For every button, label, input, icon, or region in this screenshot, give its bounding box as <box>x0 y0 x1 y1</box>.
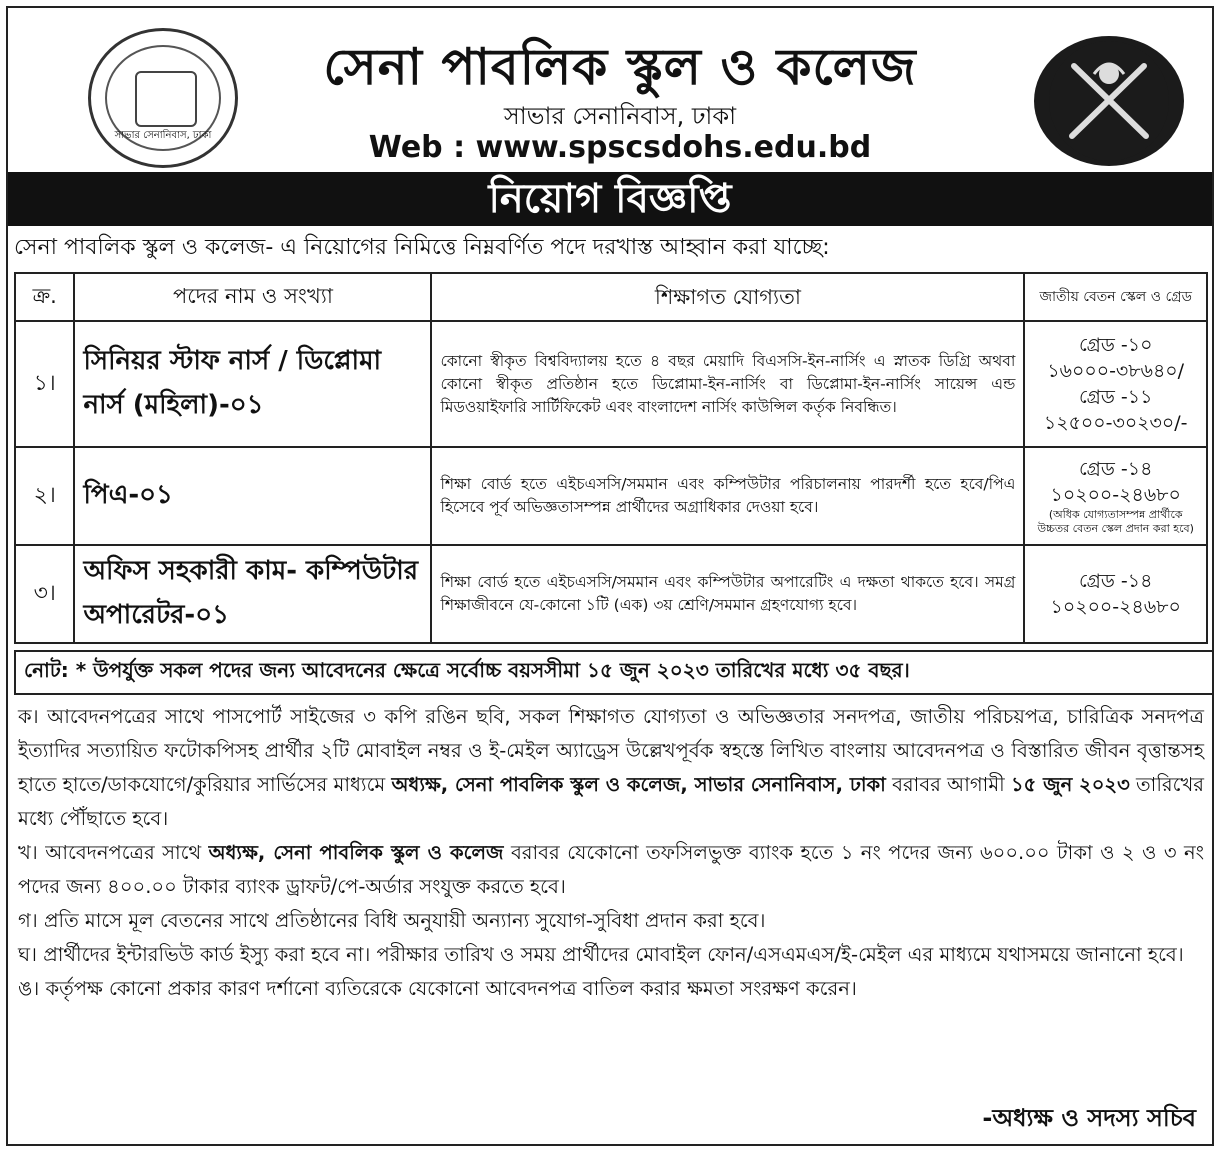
school-location: সাভার সেনানিবাস, ঢাকা <box>503 102 737 130</box>
school-name-title: সেনা পাবলিক স্কুল ও কলেজ <box>323 38 917 96</box>
clause-ka-text-2: বরাবর আগামী <box>885 773 1011 796</box>
row-grade-text: গ্রেড -১৪ ১০২০০-২৪৬৮০ <box>1050 458 1181 506</box>
signature: -অধ্যক্ষ ও সদস্য সচিব <box>982 1104 1196 1132</box>
row-serial: ৩। <box>15 545 74 643</box>
recruitment-notice-banner: নিয়োগ বিজ্ঞপ্তি <box>8 172 1212 226</box>
clause-ka-text: ক। আবেদনপত্রের সাথে পাসপোর্ট সাইজের ৩ কপি রঙিন ছবি, সকল শিক্ষাগত যোগ্যতা ও অভিজ্ঞতার সনদপত্র, জাতীয় পরিচয়পত্র, চারিত্রিক সনদপত্র ইত্যাদির সত্যায়িত ফটোকপিসহ প্রার্থীর ২টি মোবাইল নম্বর ও ই-মেইল অ্যাড্রেস উল্লেখপূর্বক স্বহস্তে লিখিত বাংলায় আবেদনপত্র ও বিস্তারিত জীবন বৃত্তান্তসহ হাতে হাতে/ডাকযোগে/কুরিয়ার সার্ভিসের মাধ্যমে <box>18 705 1204 796</box>
column-header-serial: ক্র. <box>15 273 74 321</box>
clause-kha-text-2: বরাবর যেকোনো তফসিলভুক্ত ব্যাংক হতে ১ নং পদের জন্য ৬০০.০০ টাকা ও ২ ও ৩ নং পদের জন্য ৪০০.০০ টাকার ব্যাংক ড্রাফট/পে-অর্ডার সংযুক্ত করতে হবে। <box>18 841 1204 898</box>
seal-text: সাভার সেনানিবাস, ঢাকা <box>114 130 212 141</box>
school-website[interactable]: Web : www.spscsdohs.edu.bd <box>368 130 872 165</box>
clause-ga: গ। প্রতি মাসে মূল বেতনের সাথে প্রতিষ্ঠানের বিধি অনুযায়ী অন্যান্য সুযোগ-সুবিধা প্রদান করা হবে। <box>18 909 766 932</box>
clause-gha: ঘ। প্রার্থীদের ইন্টারভিউ কার্ড ইস্যু করা হবে না। পরীক্ষার তারিখ ও সময় প্রার্থীদের মোবাইল ফোন/এসএমএস/ই-মেইল এর মাধ্যমে যথাসময়ে জানানো হবে। <box>18 943 1184 966</box>
row-qualification: শিক্ষা বোর্ড হতে এইচএসসি/সমমান এবং কম্পিউটার অপারেটিং এ দক্ষতা থাকতে হবে। সমগ্র শিক্ষাজীবনে যে-কোনো ১টি (এক) ৩য় শ্রেণি/সমমান গ্রহণযোগ্য হবে। <box>431 545 1024 643</box>
row-grade <box>1024 545 1207 643</box>
clause-kha-text: খ। আবেদনপত্রের সাথে <box>18 841 209 864</box>
army-crossed-swords-logo <box>1034 36 1184 166</box>
column-header-qualification: শিক্ষাগত যোগ্যতা <box>431 273 1024 321</box>
intro-text: সেনা পাবলিক স্কুল ও কলেজ- এ নিয়োগের নিমিত্তে নিম্নবর্ণিত পদে দরখাস্ত আহ্বান করা যাচ্ছে: <box>14 235 830 260</box>
row-serial: ২। <box>15 447 74 545</box>
school-seal-logo <box>88 28 238 168</box>
row-serial: ১। <box>15 321 74 447</box>
table-header-row <box>15 273 1207 321</box>
clause-ka-address: অধ্যক্ষ, সেনা পাবলিক স্কুল ও কলেজ, সাভার সেনানিবাস, ঢাকা <box>391 773 886 796</box>
book-icon <box>135 71 197 127</box>
row-grade <box>1024 447 1207 545</box>
row-post-name: অফিস সহকারী কাম- কম্পিউটার অপারেটর-০১ <box>74 545 431 643</box>
instructions-list <box>18 700 1204 1006</box>
row-grade <box>1024 321 1207 447</box>
row-qualification: কোনো স্বীকৃত বিশ্ববিদ্যালয় হতে ৪ বছর মেয়াদি বিএসসি-ইন-নার্সিং এ স্নাতক ডিগ্রি অথবা কোনো স্বীকৃত প্রতিষ্ঠান হতে ডিপ্লোমা-ইন-নার্সিং বা ডিপ্লোমা-ইন-নার্সিং সায়েন্স এন্ড মিডওয়াইফারি সার্টিফিকেট এবং বাংলাদেশ নার্সিং কাউন্সিল কর্তৃক নিবন্ধিত। <box>431 321 1024 447</box>
row-post-name: সিনিয়র স্টাফ নার্স / ডিপ্লোমা নার্স (মহিলা)-০১ <box>74 321 431 447</box>
column-header-post: পদের নাম ও সংখ্যা <box>74 273 431 321</box>
row-grade-text: গ্রেড -১৪ ১০২০০-২৪৬৮০ <box>1050 570 1181 618</box>
row-grade-note: (অধিক যোগ্যতাসম্পন্ন প্রার্থীকে উচ্চতর বেতন স্কেল প্রদান করা হবে) <box>1037 508 1194 535</box>
clause-ka <box>18 700 1204 836</box>
table-row <box>15 545 1207 643</box>
column-header-grade: জাতীয় বেতন স্কেল ও গ্রেড <box>1024 273 1207 321</box>
age-limit-note: নোট: * উপর্যুক্ত সকল পদের জন্য আবেদনের ক্ষেত্রে সর্বোচ্চ বয়সসীমা ১৫ জুন ২০২৩ তারিখের মধ্যে ৩৫ বছর। <box>14 650 1214 695</box>
row-post-name: পিএ-০১ <box>74 447 431 545</box>
row-grade-text: গ্রেড -১০ ১৬০০০-৩৮৬৪০/ গ্রেড -১১ ১২৫০০-৩০২৩০/- <box>1043 334 1188 434</box>
row-qualification: শিক্ষা বোর্ড হতে এইচএসসি/সমমান এবং কম্পিউটার পরিচালনায় পারদর্শী হতে হবে/পিএ হিসেবে পূর্ব অভিজ্ঞতাসম্পন্ন প্রার্থীদের অগ্রাধিকার দেওয়া হবে। <box>431 447 1024 545</box>
clause-kha-payee: অধ্যক্ষ, সেনা পাবলিক স্কুল ও কলেজ <box>208 841 504 864</box>
header <box>8 8 1212 168</box>
table-row <box>15 321 1207 447</box>
clause-umo: ঙ। কর্তৃপক্ষ কোনো প্রকার কারণ দর্শানো ব্যতিরেকে যেকোনো আবেদনপত্র বাতিল করার ক্ষমতা সংরক্ষণ করেন। <box>18 977 857 1000</box>
clause-kha <box>18 836 1204 904</box>
posts-table <box>14 272 1208 644</box>
table-row <box>15 447 1207 545</box>
clause-ka-text-3: তারিখের মধ্যে পৌঁছাতে হবে। <box>18 773 1204 830</box>
clause-ka-deadline: ১৫ জুন ২০২৩ <box>1010 773 1130 796</box>
